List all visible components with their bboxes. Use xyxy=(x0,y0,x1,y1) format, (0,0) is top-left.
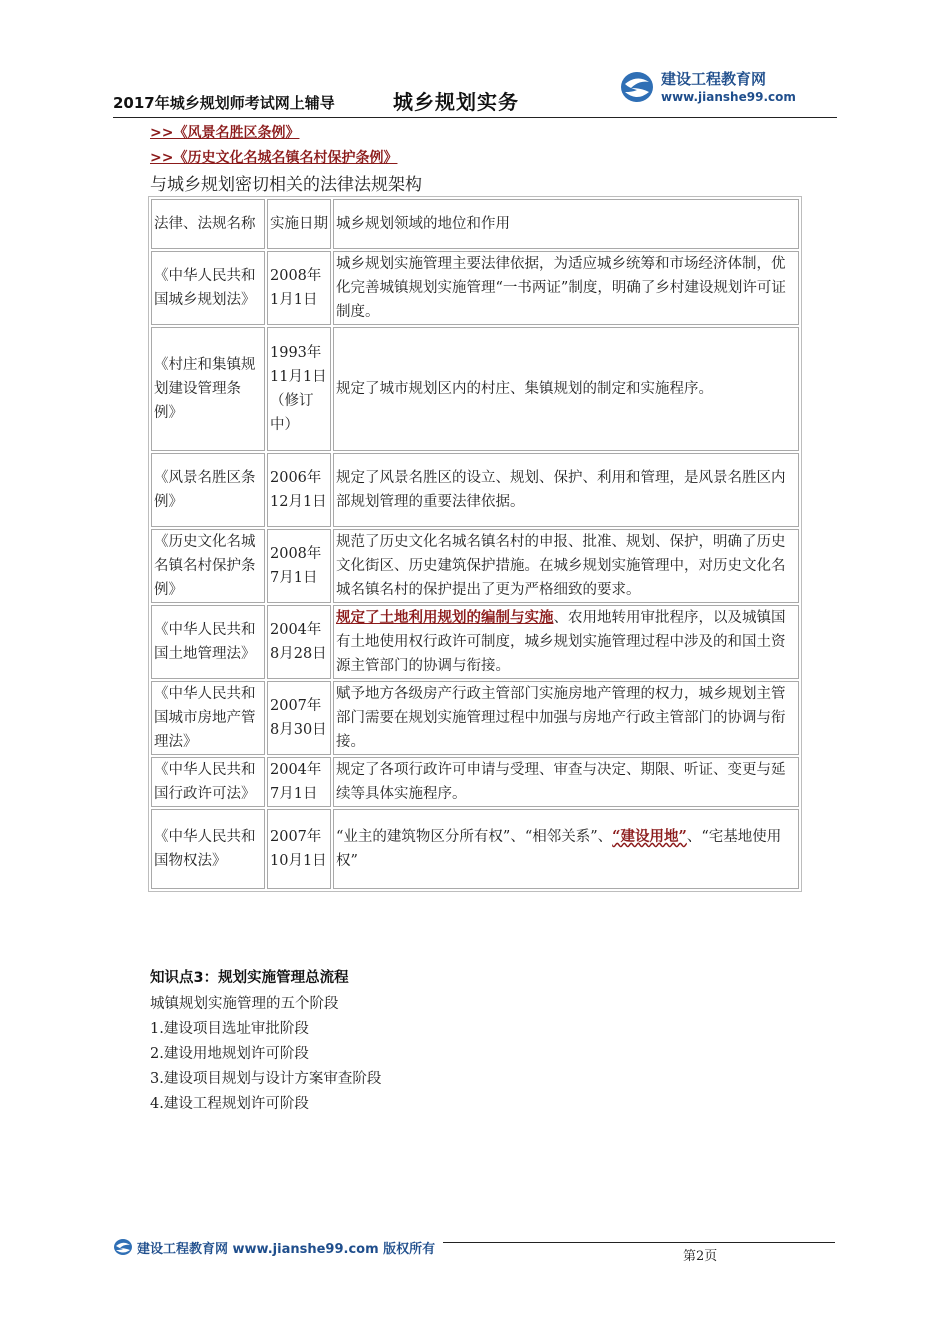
table-row xyxy=(151,681,799,755)
law-desc-rest: 、农用地转用审批程序，以及城镇国有土地使用权行政许可制度，城乡规划实施管理过程中涉及的和国土资源主管部门的协调与衔接。 xyxy=(336,610,786,674)
law-desc: 赋予地方各级房产行政主管部门实施房地产管理的权力，城乡规划主管部门需要在规划实施管理过程中加强与房地产行政主管部门的协调与衔接。 xyxy=(333,681,799,755)
logo-swirl-icon xyxy=(619,70,655,104)
table-row xyxy=(151,327,799,451)
brand-logo[interactable] xyxy=(613,62,833,112)
law-name: 《中华人民共和国城市房地产管理法》 xyxy=(151,681,265,755)
footer-logo-icon xyxy=(113,1238,133,1256)
law-date: 2008年1月1日 xyxy=(267,251,331,325)
table-row xyxy=(151,809,799,889)
knowledge-point-title: 知识点3：规划实施管理总流程 xyxy=(150,970,349,986)
law-date: 2007年8月30日 xyxy=(267,681,331,755)
table-row xyxy=(151,757,799,807)
stage-item: 2.建设用地规划许可阶段 xyxy=(150,1046,309,1062)
page-footer xyxy=(113,1234,837,1264)
law-desc xyxy=(333,809,799,889)
link-scenic-area-regulation[interactable]: >>《风景名胜区条例》 xyxy=(150,125,300,141)
law-desc: 规范了历史文化名城名镇名村的申报、批准、规划、保护，明确了历史文化街区、历史建筑保护措施。在城乡规划实施管理中，对历史文化名城名镇名村的保护提出了更为严格细致的要求。 xyxy=(333,529,799,603)
table-row xyxy=(151,251,799,325)
law-desc: 规定了各项行政许可申请与受理、审查与决定、期限、听证、变更与延续等具体实施程序。 xyxy=(333,757,799,807)
stage-item: 4.建设工程规划许可阶段 xyxy=(150,1096,309,1112)
law-date: 2006年12月1日 xyxy=(267,453,331,527)
laws-table xyxy=(148,196,802,892)
footer-copyright: 建设工程教育网 www.jianshe99.com 版权所有 xyxy=(137,1242,436,1257)
law-name: 《中华人民共和国物权法》 xyxy=(151,809,265,889)
table-row xyxy=(151,605,799,679)
logo-url: www.jianshe99.com xyxy=(661,90,796,104)
law-name: 《村庄和集镇规划建设管理条例》 xyxy=(151,327,265,451)
table-row xyxy=(151,453,799,527)
law-desc: 城乡规划实施管理主要法律依据，为适应城乡统筹和市场经济体制，优化完善城镇规划实施管理“一书两证”制度，明确了乡村建设规划许可证制度。 xyxy=(333,251,799,325)
link-historic-city-regulation[interactable]: >>《历史文化名城名镇名村保护条例》 xyxy=(150,150,398,166)
table-header-row xyxy=(151,199,799,249)
footer-divider xyxy=(443,1242,835,1243)
law-date: 2004年8月28日 xyxy=(267,605,331,679)
page-header xyxy=(113,62,837,118)
logo-name: 建设工程教育网 xyxy=(661,70,767,88)
header-exam-title: 2017年城乡规划师考试网上辅导 xyxy=(113,94,335,112)
header-divider xyxy=(113,117,837,118)
law-date: 2007年10月1日 xyxy=(267,809,331,889)
law-name: 《历史文化名城名镇名村保护条例》 xyxy=(151,529,265,603)
stage-item: 1.建设项目选址审批阶段 xyxy=(150,1021,309,1037)
header-cell-name: 法律、法规名称 xyxy=(151,199,265,249)
law-date: 2008年7月1日 xyxy=(267,529,331,603)
law-name: 《中华人民共和国城乡规划法》 xyxy=(151,251,265,325)
highlighted-link-land-planning[interactable]: 规定了土地利用规划的编制与实施 xyxy=(336,609,554,626)
law-name: 《中华人民共和国行政许可法》 xyxy=(151,757,265,807)
law-desc: 规定了风景名胜区的设立、规划、保护、利用和管理，是风景名胜区内部规划管理的重要法律依据。 xyxy=(333,453,799,527)
section-title: 与城乡规划密切相关的法律法规架构 xyxy=(150,175,422,195)
law-date: 1993年11月1日（修订中） xyxy=(267,327,331,451)
knowledge-intro: 城镇规划实施管理的五个阶段 xyxy=(150,996,339,1012)
law-date: 2004年7月1日 xyxy=(267,757,331,807)
header-subject: 城乡规划实务 xyxy=(393,90,519,114)
law-desc-part-a: “业主的建筑物区分所有权”、“相邻关系”、 xyxy=(336,829,613,845)
header-cell-role: 城乡规划领域的地位和作用 xyxy=(333,199,799,249)
highlighted-link-construction-land[interactable]: “建设用地” xyxy=(612,828,687,845)
law-desc: 规定了城市规划区内的村庄、集镇规划的制定和实施程序。 xyxy=(333,327,799,451)
page-number: 第2页 xyxy=(683,1249,718,1264)
law-desc-part-b: 、“宅基地使用权” xyxy=(336,829,782,869)
law-name: 《风景名胜区条例》 xyxy=(151,453,265,527)
table-row xyxy=(151,529,799,603)
law-name: 《中华人民共和国土地管理法》 xyxy=(151,605,265,679)
header-cell-date: 实施日期 xyxy=(267,199,331,249)
stage-item: 3.建设项目规划与设计方案审查阶段 xyxy=(150,1071,382,1087)
law-desc xyxy=(333,605,799,679)
